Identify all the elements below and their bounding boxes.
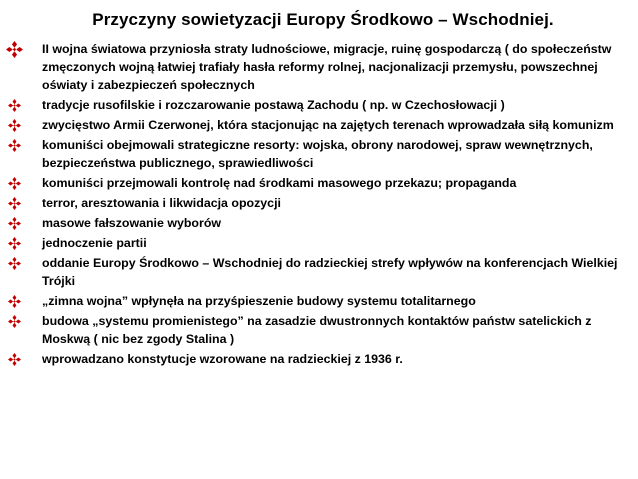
list-item bbox=[6, 350, 626, 368]
list-item-text: masowe fałszowanie wyborów bbox=[42, 216, 222, 230]
four-leaf-diamond-bullet-icon bbox=[8, 119, 21, 132]
four-leaf-diamond-bullet-icon bbox=[8, 139, 21, 152]
list-item-text: terror, aresztowania i likwidacja opozycji bbox=[42, 196, 281, 210]
list-item-text: II wojna światowa przyniosła straty ludnościowe, migracje, ruinę gospodarczą ( do społeczeństw zmęczonych wojną łatwiej trafiały hasła reformy rolnej, nacjonalizacji przemysłu, powszechnej oświaty i zabezpieczeń społecznych bbox=[42, 42, 612, 92]
list-item bbox=[6, 96, 626, 114]
list-item bbox=[6, 234, 626, 252]
four-leaf-diamond-bullet-icon bbox=[8, 257, 21, 270]
list-item bbox=[6, 40, 626, 94]
list-item-text: wprowadzano konstytucje wzorowane na radzieckiej z 1936 r. bbox=[42, 352, 403, 366]
list-item-text: „zimna wojna” wpłynęła na przyśpieszenie budowy systemu totalitarnego bbox=[42, 294, 476, 308]
four-leaf-diamond-bullet-icon bbox=[8, 353, 21, 366]
list-item-text: komuniści obejmowali strategiczne resorty: wojska, obrony narodowej, spraw wewnętrznych, bezpieczeństwa publicznego, sprawiedliwości bbox=[42, 138, 593, 170]
four-leaf-diamond-bullet-icon bbox=[8, 177, 21, 190]
list-item-text: zwycięstwo Armii Czerwonej, która stacjonując na zajętych terenach wprowadzała siłą komunizm bbox=[42, 118, 614, 132]
list-item bbox=[6, 254, 626, 290]
four-leaf-diamond-bullet-icon bbox=[6, 41, 23, 58]
list-item-text: budowa „systemu promienistego” na zasadzie dwustronnych kontaktów państw satelickich z Moskwą ( nic bez zgody Stalina ) bbox=[42, 314, 592, 346]
four-leaf-diamond-bullet-icon bbox=[8, 315, 21, 328]
list-item bbox=[6, 292, 626, 310]
slide-title: Przyczyny sowietyzacji Europy Środkowo – Wschodniej. bbox=[92, 10, 554, 29]
four-leaf-diamond-bullet-icon bbox=[8, 99, 21, 112]
list-item bbox=[6, 194, 626, 212]
list-item bbox=[6, 136, 626, 172]
list-item-text: oddanie Europy Środkowo – Wschodniej do radzieckiej strefy wpływów na konferencjach Wielkiej Trójki bbox=[42, 256, 618, 288]
list-item bbox=[6, 214, 626, 232]
list-item bbox=[6, 312, 626, 348]
bullet-list bbox=[6, 40, 626, 370]
four-leaf-diamond-bullet-icon bbox=[8, 237, 21, 250]
list-item-text: jednoczenie partii bbox=[42, 236, 147, 250]
four-leaf-diamond-bullet-icon bbox=[8, 295, 21, 308]
list-item bbox=[6, 116, 626, 134]
list-item-text: komuniści przejmowali kontrolę nad środkami masowego przekazu; propaganda bbox=[42, 176, 517, 190]
list-item-text: tradycje rusofilskie i rozczarowanie postawą Zachodu ( np. w Czechosłowacji ) bbox=[42, 98, 505, 112]
four-leaf-diamond-bullet-icon bbox=[8, 217, 21, 230]
four-leaf-diamond-bullet-icon bbox=[8, 197, 21, 210]
list-item bbox=[6, 174, 626, 192]
